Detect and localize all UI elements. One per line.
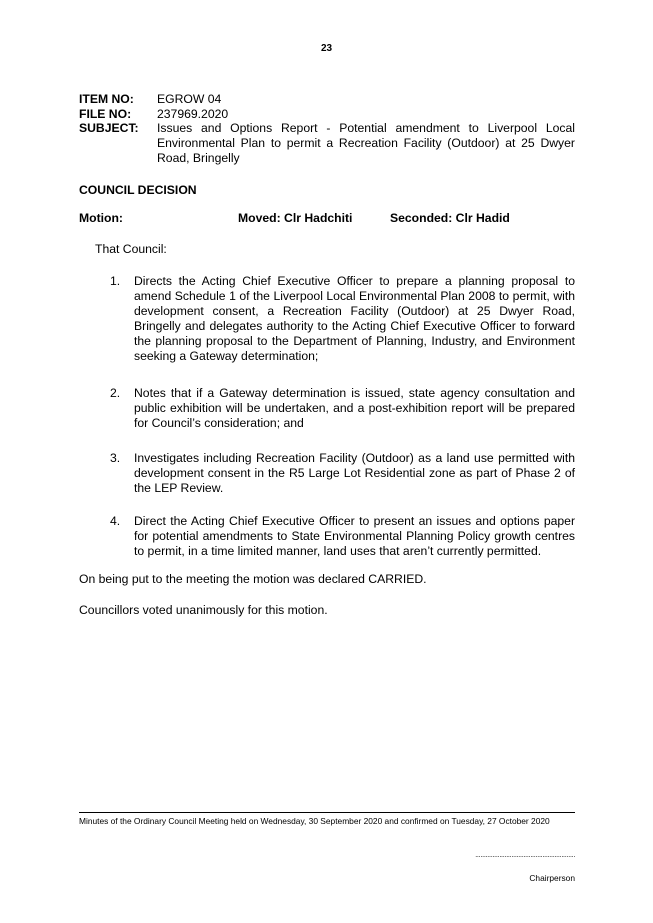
vote-note: Councillors voted unanimously for this motion.: [79, 603, 328, 617]
list-item-number: 2.: [110, 386, 121, 400]
seconded-by: Seconded: Clr Hadid: [390, 211, 510, 225]
list-item: [110, 386, 575, 431]
council-decision-heading: COUNCIL DECISION: [79, 183, 197, 197]
footer-divider: [79, 812, 575, 813]
subject-label: SUBJECT:: [79, 121, 139, 135]
motion-label: Motion:: [79, 211, 123, 225]
item-no-label: ITEM NO:: [79, 92, 134, 106]
page-number: 23: [320, 43, 333, 54]
list-item: [110, 514, 575, 559]
subject-value: Issues and Options Report - Potential amendment to Liverpool Local Environmental Plan to permit a Recreation Facility (Outdoor) at 25 Dwyer Road, Bringelly: [157, 121, 575, 165]
list-item-number: 1.: [110, 274, 121, 288]
file-no-value: 237969.2020: [157, 107, 229, 121]
list-item: [110, 274, 575, 364]
chairperson-label: Chairperson: [529, 873, 575, 883]
item-no-row: [79, 92, 575, 107]
list-item-text: Notes that if a Gateway determination is issued, state agency consultation and public exhibition will be undertaken, and a post-exhibition report will be prepared for Council’s consideration; and: [134, 386, 575, 430]
motion-result: On being put to the meeting the motion was declared CARRIED.: [79, 572, 427, 586]
footer-minutes: Minutes of the Ordinary Council Meeting held on Wednesday, 30 September 2020 and confirmed on Tuesday, 27 October 2020: [79, 816, 550, 826]
list-item-number: 3.: [110, 451, 121, 465]
list-item-text: Directs the Acting Chief Executive Officer to prepare a planning proposal to amend Schedule 1 of the Liverpool Local Environmental Plan 2008 to permit, with development consent, a Recreation Facility (Outdoor) at 25 Dwyer Road, Bringelly and delegates authority to the Acting Chief Executive Officer to forward the planning proposal to the Department of Planning, Industry, and Environment seeking a Gateway determination;: [134, 274, 575, 363]
item-no-value: EGROW 04: [157, 92, 222, 106]
signature-line: ..........................................................: [475, 850, 575, 859]
list-item-number: 4.: [110, 514, 121, 528]
file-no-row: [79, 107, 575, 122]
moved-by: Moved: Clr Hadchiti: [238, 211, 353, 225]
file-no-label: FILE NO:: [79, 107, 132, 121]
intro-text: That Council:: [95, 242, 167, 256]
list-item-text: Investigates including Recreation Facility (Outdoor) as a land use permitted with development consent in the R5 Large Lot Residential zone as part of Phase 2 of the LEP Review.: [134, 451, 575, 495]
list-item: [110, 451, 575, 496]
list-item-text: Direct the Acting Chief Executive Officer to present an issues and options paper for potential amendments to State Environmental Planning Policy growth centres to permit, in a time limited manner, land uses that aren’t currently permitted.: [134, 514, 575, 558]
subject-row: [79, 121, 575, 166]
